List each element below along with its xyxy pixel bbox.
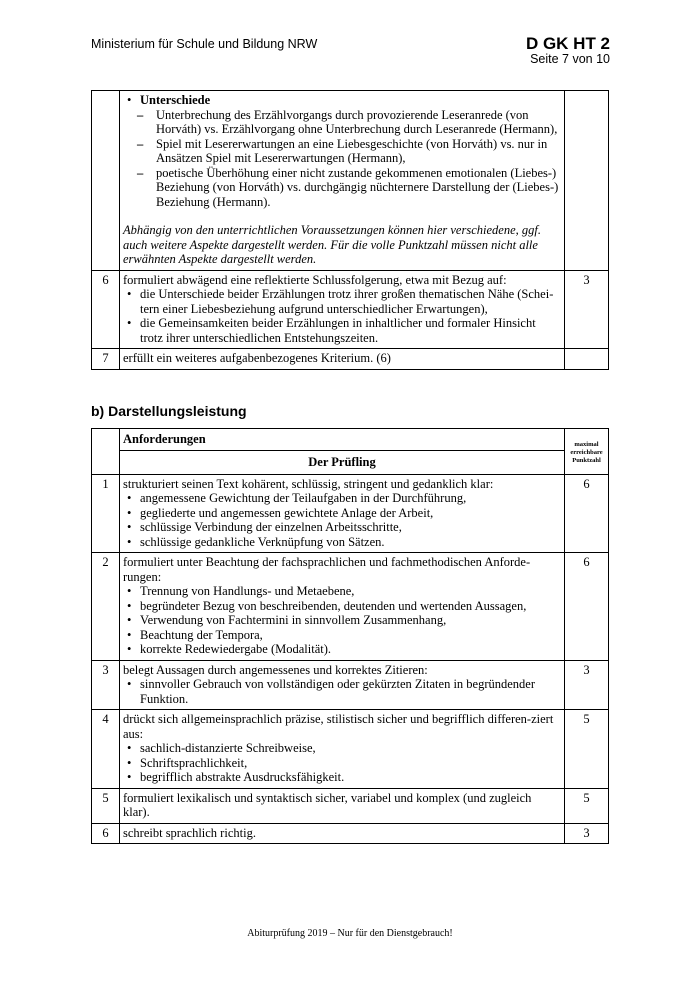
list-item: • schlüssige Verbindung der einzelnen Arbeitsschritte, bbox=[140, 520, 561, 535]
table-header-row bbox=[92, 429, 609, 451]
row-number: 1 bbox=[92, 474, 120, 553]
criterion-text: erfüllt ein weiteres aufgabenbezogenes Kriterium. (6) bbox=[120, 349, 565, 370]
criteria-table-a bbox=[91, 90, 609, 370]
list-item: – Spiel mit Lesererwartungen an eine Liebesgeschichte (von Horváth) vs. nur in Ansätzen Spiel mit Lesererwartungen (Hermann), bbox=[156, 137, 561, 166]
criterion-text: formuliert unter Beachtung der fachsprachlichen und fachmethodischen Anforde-rungen: bbox=[123, 555, 531, 584]
examinee-header: Der Prüfling bbox=[120, 451, 565, 475]
row-number: 7 bbox=[92, 349, 120, 370]
criterion-text: formuliert abwägend eine reflektierte Schlussfolgerung, etwa mit Bezug auf: bbox=[123, 272, 507, 287]
list-item: • Verwendung von Fachtermini in sinnvollem Zusammenhang, bbox=[140, 613, 561, 628]
row-number: 2 bbox=[92, 553, 120, 661]
list-item: • begründeter Bezug von beschreibenden, deutenden und wertenden Aussagen, bbox=[140, 599, 561, 614]
differences-heading: • Unterschiede – Unterbrechung des Erzählvorgangs durch provozierende Leseranrede (von Horváth) vs. Erzählvorgang ohne Unterbrechung durch Leseranrede (Hermann), – Spiel mit Lesererwartungen an eine Liebesgeschichte (von Horváth) vs. nur in Ansätzen Spiel mit Lesererwartungen (Hermann), – poetische Überhöhung einer nicht zustande gekommenen emotionalen (Liebes-) Beziehung (von Horváth) vs. durchgängig nüchternere Darstellung der (Liebes-) Beziehung (Hermann). bbox=[140, 93, 561, 209]
list-item: • gegliederte und angemessen gewichtete Anlage der Arbeit, bbox=[140, 506, 561, 521]
list-item: • Beachtung der Tempora, bbox=[140, 628, 561, 643]
table-header-row bbox=[92, 451, 609, 475]
list-item: – poetische Überhöhung einer nicht zustande gekommenen emotionalen (Liebes-) Beziehung (von Horváth) vs. durchgängig nüchternere Darstellung der (Liebes-) Beziehung (Hermann). bbox=[156, 166, 561, 210]
row-points: 6 bbox=[565, 553, 609, 661]
section-title: b) Darstellungsleistung bbox=[91, 403, 247, 419]
list-item: • angemessene Gewichtung der Teilaufgaben in der Durchführung, bbox=[140, 491, 561, 506]
list-item: • sachlich-distanzierte Schreibweise, bbox=[140, 741, 561, 756]
list-item: • die Gemeinsamkeiten beider Erzählungen in inhaltlicher und formaler Hinsicht trotz ihrer unterschiedlichen Entstehungszeiten. bbox=[140, 316, 561, 345]
list-item: • sinnvoller Gebrauch von vollständigen oder gekürzten Zitaten in begründender Funktion. bbox=[140, 677, 561, 706]
row-points bbox=[565, 349, 609, 370]
list-item: • schlüssige gedankliche Verknüpfung von Sätzen. bbox=[140, 535, 561, 550]
table-row bbox=[92, 349, 609, 370]
table-row bbox=[92, 474, 609, 553]
ministry-header: Ministerium für Schule und Bildung NRW bbox=[91, 37, 318, 51]
criterion-text: strukturiert seinen Text kohärent, schlüssig, stringent und gedanklich klar: bbox=[123, 476, 494, 491]
row-points: 3 bbox=[565, 270, 609, 349]
page-number: Seite 7 von 10 bbox=[530, 52, 610, 66]
row-number: 6 bbox=[92, 823, 120, 844]
criterion-text: drückt sich allgemeinsprachlich präzise, stilistisch sicher und begrifflich differen-ziert aus: bbox=[123, 712, 554, 741]
list-item: • Trennung von Handlungs- und Metaebene, bbox=[140, 584, 561, 599]
exam-code: D GK HT 2 bbox=[525, 34, 610, 53]
list-item: • begrifflich abstrakte Ausdrucksfähigkeit. bbox=[140, 770, 561, 785]
row-points: 5 bbox=[565, 788, 609, 823]
list-item: – Unterbrechung des Erzählvorgangs durch provozierende Leseranrede (von Horváth) vs. Erzählvorgang ohne Unterbrechung durch Leseranrede (Hermann), bbox=[156, 108, 561, 137]
list-item: • korrekte Redewiedergabe (Modalität). bbox=[140, 642, 561, 657]
list-item: • Schriftsprachlichkeit, bbox=[140, 756, 561, 771]
row-points: 5 bbox=[565, 710, 609, 789]
criteria-table-b bbox=[91, 428, 609, 844]
criterion-text: belegt Aussagen durch angemessenes und korrektes Zitieren: bbox=[123, 662, 428, 677]
max-points-header: maximal erreichbare Punktzahl bbox=[565, 429, 609, 475]
table-row bbox=[92, 788, 609, 823]
table-row bbox=[92, 710, 609, 789]
assessment-note: Abhängig von den unterrichtlichen Voraussetzungen können hier verschiedene, ggf. auch weitere Aspekte dargestellt werden. Für die volle Punktzahl müssen nicht alle erwähnten Aspekte dargestellt werden. bbox=[123, 223, 541, 266]
differences-cell bbox=[120, 91, 565, 271]
row-number: 3 bbox=[92, 660, 120, 710]
table-row bbox=[92, 660, 609, 710]
table-row bbox=[92, 270, 609, 349]
requirements-header: Anforderungen bbox=[120, 429, 565, 451]
row-number: 4 bbox=[92, 710, 120, 789]
list-item: • die Unterschiede beider Erzählungen trotz ihrer großen thematischen Nähe (Schei-tern einer Liebesbeziehung aufgrund unterschiedlicher Erwartungen), bbox=[140, 287, 561, 316]
table-row bbox=[92, 823, 609, 844]
table-row bbox=[92, 91, 609, 271]
page-footer: Abiturprüfung 2019 – Nur für den Dienstgebrauch! bbox=[247, 928, 453, 939]
criterion-text: formuliert lexikalisch und syntaktisch sicher, variabel und komplex (und zugleich klar). bbox=[120, 788, 565, 823]
criterion-text: schreibt sprachlich richtig. bbox=[120, 823, 565, 844]
row-points: 3 bbox=[565, 660, 609, 710]
row-points: 6 bbox=[565, 474, 609, 553]
row-points: 3 bbox=[565, 823, 609, 844]
row-number: 6 bbox=[92, 270, 120, 349]
table-row bbox=[92, 553, 609, 661]
row-number: 5 bbox=[92, 788, 120, 823]
